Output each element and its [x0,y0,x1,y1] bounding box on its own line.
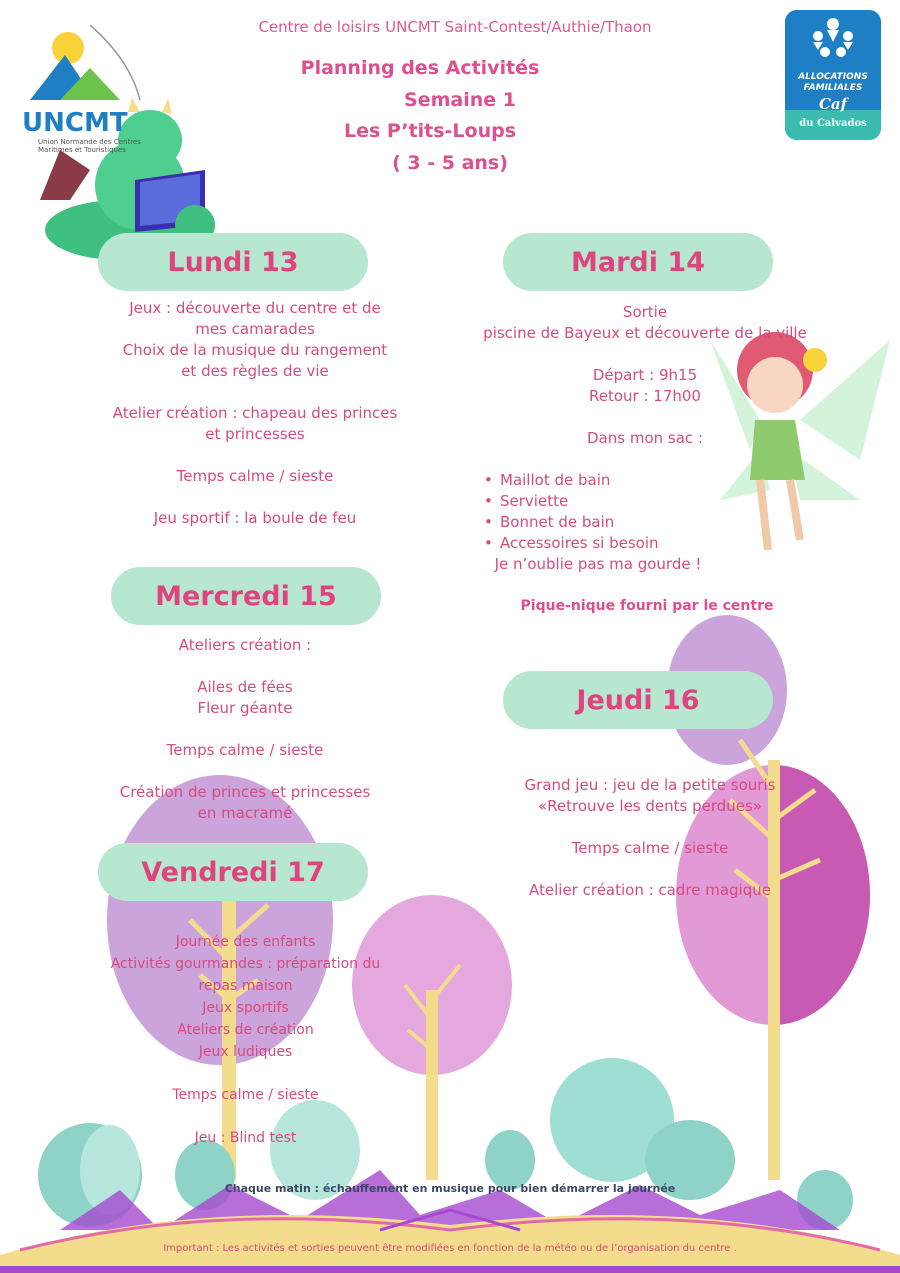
uncmt-wordmark: UNCMT [22,108,128,138]
mardi-gourde: Je n’oublie pas ma gourde ! [494,555,702,573]
mardi-bag-list [484,470,724,554]
important-note: Important : Les activités et sorties peuvent être modifiées en fonction de la météo ou de l’organisation du centre . [163,1243,737,1254]
day-pill-vendredi [98,843,368,901]
mardi-line [465,407,825,428]
vendredi-line: repas maison [198,978,293,994]
vendredi-line: Journée des enfants [175,934,316,950]
mardi-line: Départ : 9h15 [592,366,698,384]
vendredi-line: Jeux sportifs [202,1000,289,1016]
day-label-mercredi: Mercredi 15 [155,580,337,612]
vendredi-line: Jeux ludiques [198,1044,293,1060]
list-item: • Accessoires si besoin [484,533,724,554]
lundi-line: mes camarades [195,320,315,338]
vendredi-line: Activités gourmandes : préparation du [110,956,381,972]
lundi-line: Jeu sportif : la boule de feu [153,509,357,527]
caf-line1: ALLOCATIONS [798,72,868,82]
caf-logo [785,10,881,140]
mardi-line: piscine de Bayeux et découverte de la ville [483,324,807,342]
day-label-jeudi: Jeudi 16 [576,684,700,716]
caf-line3: Caf [818,95,848,113]
list-item: • Bonnet de bain [484,512,724,533]
lundi-activities [100,298,410,529]
jeudi-line [490,817,810,838]
mardi-activities [465,302,825,470]
lundi-line: Atelier création : chapeau des princes [112,404,398,422]
mardi-line: Retour : 17h00 [589,387,701,405]
vendredi-line [88,1063,403,1084]
lundi-line: et princesses [205,425,305,443]
caf-family-icon [803,14,863,70]
mardi-line [465,449,825,470]
mercredi-line: Création de princes et princesses [119,783,371,801]
group-title: Les P’tits-Loups [343,120,517,142]
lundi-line: Choix de la musique du rangement [122,341,388,359]
mercredi-line: Ateliers création : [178,636,312,654]
day-pill-mardi [503,233,773,291]
mercredi-line: Fleur géante [197,699,293,717]
mardi-line: Sortie [622,303,668,321]
day-label-mardi: Mardi 14 [571,246,705,278]
caf-line4: du Calvados [799,118,867,129]
list-item: • Maillot de bain [484,470,724,491]
list-item: • Serviette [484,491,724,512]
mercredi-line: Ailes de fées [197,678,293,696]
jeudi-line: «Retrouve les dents perdues» [537,797,763,815]
centre-name: Centre de loisirs UNCMT Saint-Contest/Authie/Thaon [258,18,652,36]
lundi-line: Temps calme / sieste [176,467,334,485]
mercredi-line [95,656,395,677]
jeudi-activities [490,775,810,901]
mercredi-line [95,719,395,740]
mercredi-line: Temps calme / sieste [166,741,324,759]
caf-line2: FAMILIALES [803,83,863,93]
vendredi-line [88,1106,403,1127]
vendredi-activities [88,931,403,1149]
day-pill-jeudi [503,671,773,729]
lundi-line: et des règles de vie [181,362,329,380]
mercredi-line: en macramé [197,804,293,822]
morning-note: Chaque matin : échauffement en musique pour bien démarrer la journée [224,1182,676,1195]
day-label-vendredi: Vendredi 17 [141,856,325,888]
mercredi-line [95,761,395,782]
jeudi-line [490,859,810,880]
mardi-line: Dans mon sac : [587,429,703,447]
jeudi-line: Grand jeu : jeu de la petite souris [524,776,776,794]
lundi-line [100,487,410,508]
mercredi-activities [95,635,395,824]
planning-title: Planning des Activités [300,57,540,79]
vendredi-line: Ateliers de création [177,1022,314,1038]
week-title: Semaine 1 [404,89,516,111]
jeudi-line: Atelier création : cadre magique [529,881,771,899]
mardi-line [465,344,825,365]
lundi-line: Jeux : découverte du centre et de [129,299,381,317]
vendredi-line: Jeu : Blind test [194,1130,297,1146]
vendredi-line: Temps calme / sieste [172,1087,319,1103]
mardi-picnic-note: Pique-nique fourni par le centre [520,598,774,614]
uncmt-subtitle: Union Normande des Centres Maritimes et Touristiques [38,138,141,154]
day-label-lundi: Lundi 13 [167,246,299,278]
lundi-line [100,445,410,466]
day-pill-lundi [98,233,368,291]
lundi-line [100,382,410,403]
day-pill-mercredi [111,567,381,625]
age-range: ( 3 - 5 ans) [392,152,508,174]
uncmt-logo [20,20,150,154]
jeudi-line: Temps calme / sieste [571,839,729,857]
